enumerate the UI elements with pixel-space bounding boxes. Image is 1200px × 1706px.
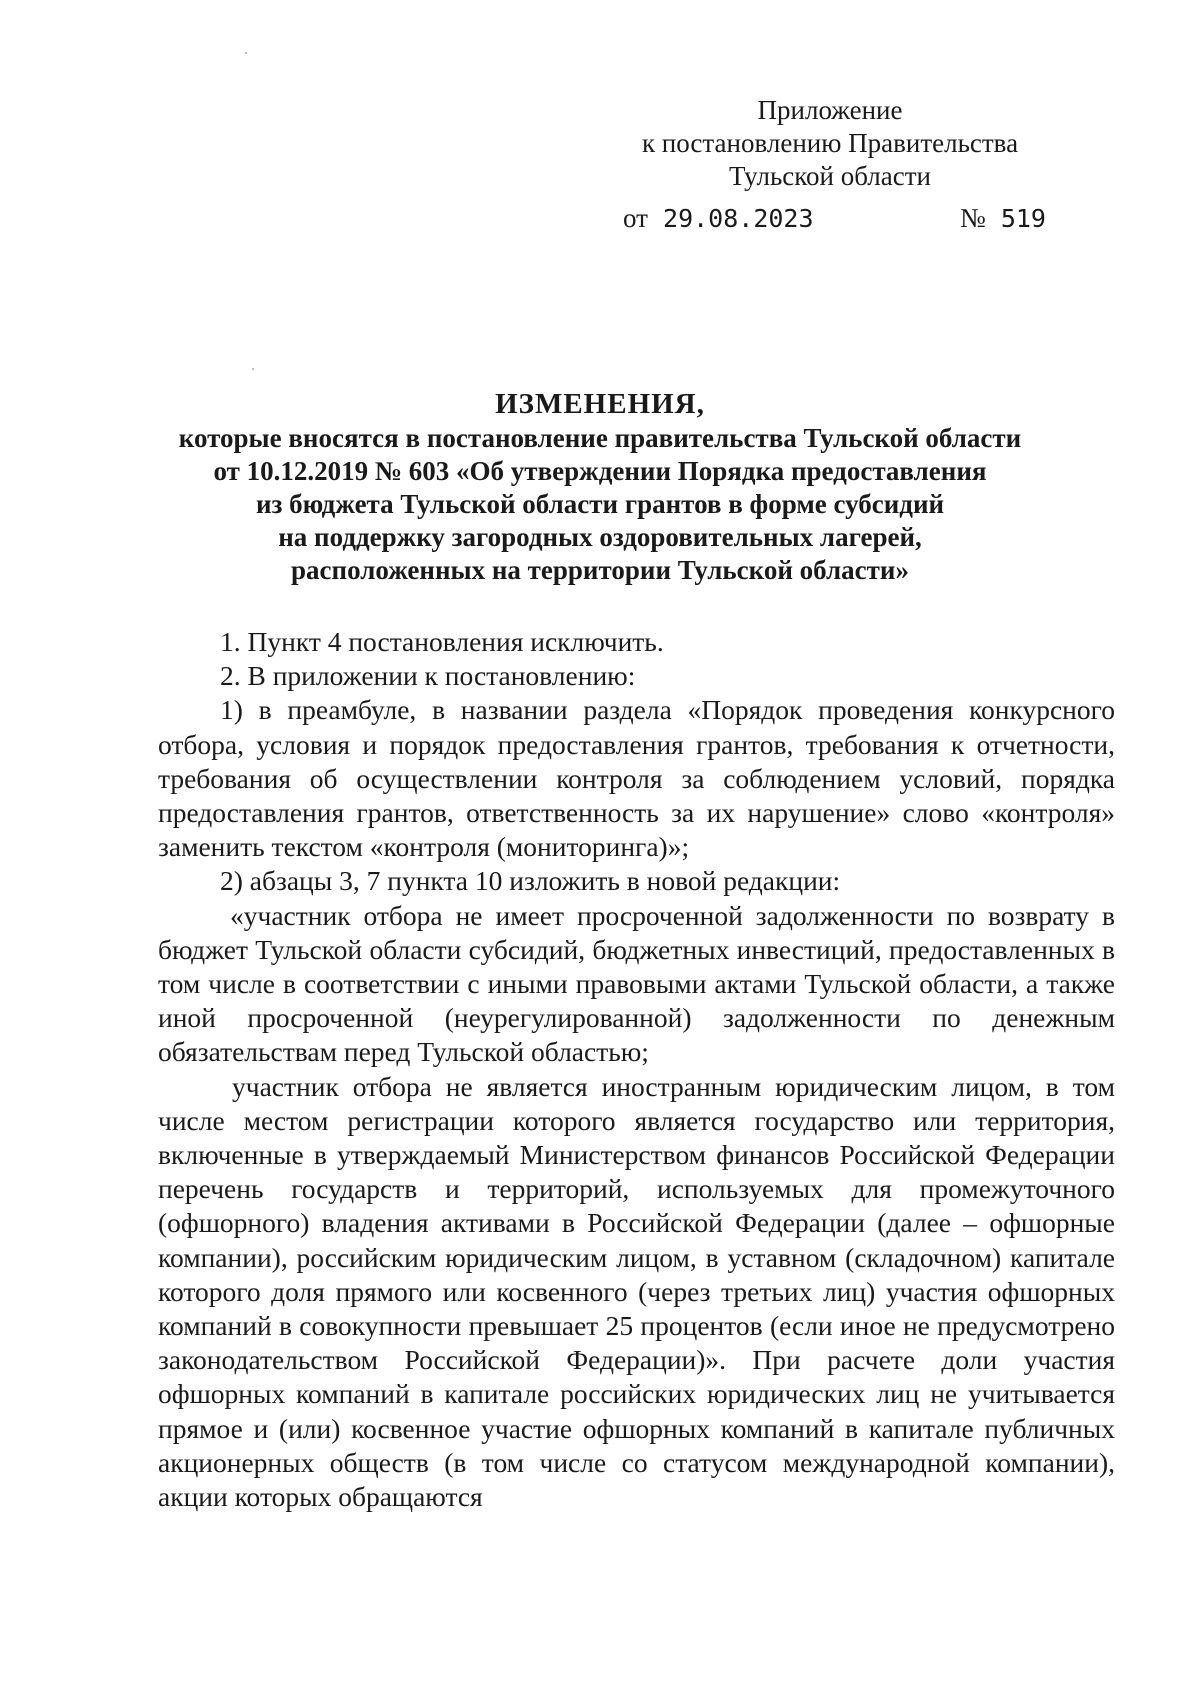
body-paragraph: 2. В приложении к постановлению: <box>220 660 636 692</box>
scan-speck <box>245 52 247 54</box>
body-paragraph: 1) в преамбуле, в названии раздела «Порядок проведения конкурсного отбора, условия и порядок предоставления грантов, требования к отчетности, требования об осуществлении контроля за соблюдением условий, порядка предоставления грантов, ответственность за их нарушение» слово «контроля» заменить текстом «контроля (мониторинга)»; <box>158 694 1115 863</box>
appendix-header <box>600 94 1060 193</box>
title-heading: ИЗМЕНЕНИЯ, <box>495 388 705 420</box>
date-prefix: от <box>623 203 648 233</box>
decree-number <box>960 203 1046 234</box>
scan-speck <box>252 368 254 370</box>
title-line: на поддержку загородных оздоровительных лагерей, <box>278 522 922 552</box>
title-line: которые вносятся в постановление правительства Тульской области <box>178 423 1022 453</box>
document-title <box>100 388 1100 587</box>
decree-date <box>623 203 814 234</box>
number-value: 519 <box>1000 204 1046 233</box>
title-line: расположенных на территории Тульской области» <box>291 555 909 585</box>
appendix-line: к постановлению Правительства <box>641 128 1019 158</box>
body-paragraph: 2) абзацы 3, 7 пункта 10 изложить в новой редакции: <box>220 865 841 897</box>
body-paragraph: «участник отбора не имеет просроченной задолженности по возврату в бюджет Тульской области субсидий, бюджетных инвестиций, предоставленных в том числе в соответствии с иными правовыми актами Тульской области, а также иной просроченной (неурегулированной) задолженности по денежным обязательствам перед Тульской областью; <box>158 899 1115 1068</box>
body-paragraph: участник отбора не является иностранным юридическим лицом, в том числе местом регистрации которого является государство или территория, включенные в утверждаемый Министерством финансов Российской Федерации перечень государств и территорий, используемых для промежуточного (офшорного) владения активами в Российской Федерации (далее – офшорные компании), российским юридическим лицом, в уставном (складочном) капитале которого доля прямого или косвенного (через третьих лиц) участия офшорных компаний в совокупности превышает 25 процентов (если иное не предусмотрено законодательством Российской Федерации)». При расчете доли участия офшорных компаний в капитале российских юридических лиц не учитывается прямое и (или) косвенное участие офшорных компаний в капитале публичных акционерных обществ (в том числе со статусом международной компании), акции которых обращаются <box>158 1070 1115 1513</box>
appendix-line: Приложение <box>757 95 903 125</box>
number-prefix: № <box>960 203 986 233</box>
body-paragraph: 1. Пункт 4 постановления исключить. <box>220 626 664 657</box>
appendix-line: Тульской области <box>729 161 931 191</box>
date-value: 29.08.2023 <box>663 204 814 233</box>
title-line: от 10.12.2019 № 603 «Об утверждении Порядка предоставления <box>213 456 987 486</box>
document-body <box>158 625 1115 1514</box>
title-line: из бюджета Тульской области грантов в форме субсидий <box>255 489 945 519</box>
